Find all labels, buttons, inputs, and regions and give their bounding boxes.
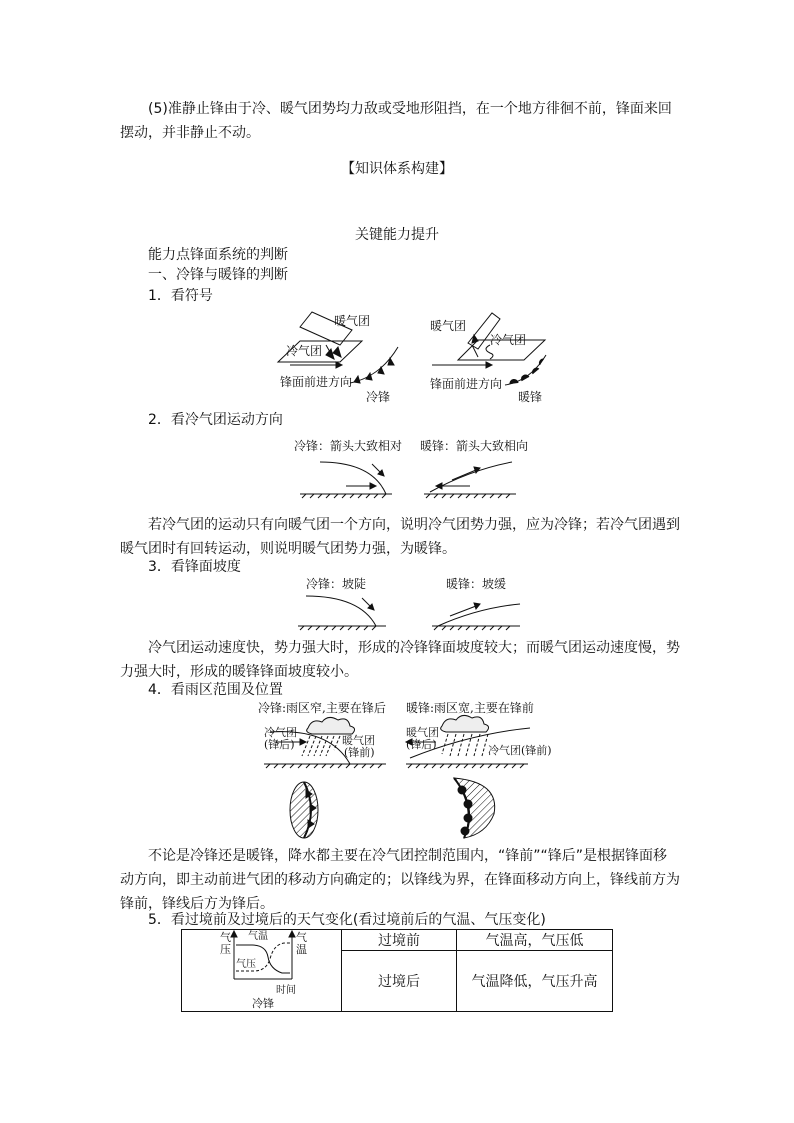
- warm-front-direction-diagram: [424, 462, 516, 498]
- pressure-curve-label: 气压: [236, 959, 256, 970]
- after-label-cell: 过境后: [342, 951, 457, 1012]
- behind-label-right: (锋后): [406, 738, 437, 751]
- paragraph-air-mass-direction: 若冷气团的运动只有向暖气团一个方向，说明冷气团势力强，应为冷锋；若冷气团遇到暖气团时有回转运动，则说明暖气团势力强，为暖锋。: [120, 517, 680, 557]
- cold-front-chart-caption: 冷锋: [252, 997, 274, 1010]
- heading-key-ability: 关键能力提升: [355, 227, 439, 243]
- paragraph-front-slope: 冷气团运动速度快，势力强大时，形成的冷锋锋面坡度较大；而暖气团运动速度慢，势力强大时，形成的暖锋锋面坡度较小。: [120, 640, 680, 680]
- step-2-title: 2．看冷气团运动方向: [148, 412, 283, 428]
- figure-rain-area: [0, 698, 794, 848]
- warm-front-label: 暖锋: [518, 390, 543, 404]
- cold-front-rain-plan: [290, 782, 318, 838]
- cold-mass-label-left: 冷气团: [264, 726, 297, 739]
- cold-mass-ahead-label: 冷气团(锋前): [488, 744, 552, 757]
- paragraph-rain-area: 不论是冷锋还是暖锋，降水都主要在冷气团控制范围内，“锋前”“锋后”是根据锋面移动方向，即主动前进气团的移动方向确定的；以锋线为界，在锋面移动方向上，锋线前方为锋前，锋线后方为锋后。: [120, 848, 680, 912]
- pressure-axis-label-b: 压: [220, 943, 231, 956]
- warm-front-rain-caption: 暖锋:雨区宽,主要在锋前: [406, 701, 534, 715]
- figure-front-slope: [0, 574, 794, 634]
- cold-front-rain-caption: 冷锋:雨区窄,主要在锋后: [258, 701, 386, 715]
- heading-knowledge-system: 【知识体系构建】: [341, 161, 453, 177]
- figure-front-symbols: [0, 305, 794, 405]
- ahead-label-left: (锋前): [344, 746, 375, 759]
- temperature-curve-label: 气温: [248, 931, 268, 942]
- direction-label-left: 锋面前进方向: [280, 375, 353, 389]
- cold-front-slope-diagram: [298, 596, 386, 630]
- step-5-title: 5．看过境前及过境后的天气变化(看过境前后的气温、气压变化): [148, 912, 546, 928]
- figure-air-mass-direction: [0, 436, 794, 506]
- warm-air-label-right: 暖气团: [430, 319, 467, 333]
- step-3-title: 3．看锋面坡度: [148, 559, 241, 575]
- warm-mass-label-right: 暖气团: [406, 726, 439, 739]
- step-4-title: 4．看雨区范围及位置: [148, 682, 283, 698]
- time-axis-label: 时间: [276, 985, 296, 996]
- before-value-cell: 气温高，气压低: [457, 930, 613, 951]
- behind-label-left: (锋后): [264, 738, 295, 751]
- heading-ability-point: 能力点锋面系统的判断: [148, 247, 288, 263]
- warm-air-label-left: 暖气团: [334, 314, 371, 328]
- temperature-axis-label-a: 气: [296, 931, 307, 944]
- temperature-axis-label-b: 温: [296, 943, 307, 956]
- cold-air-label-right: 冷气团: [490, 333, 527, 347]
- step-1-title: 1．看符号: [148, 288, 213, 304]
- cold-front-label: 冷锋: [366, 390, 391, 404]
- after-value-cell: 气温降低，气压升高: [457, 951, 613, 1012]
- before-label-cell: 过境前: [342, 930, 457, 951]
- cold-front-slope-caption: 冷锋：坡陡: [306, 577, 367, 591]
- intro-paragraph: (5)准静止锋由于冷、暖气团势均力敌或受地形阻挡，在一个地方徘徊不前，锋面来回摆动，并非静止不动。: [120, 101, 672, 141]
- direction-label-right: 锋面前进方向: [430, 377, 503, 391]
- warm-mass-label-left: 暖气团: [342, 734, 375, 747]
- cold-air-label-left: 冷气团: [286, 344, 323, 358]
- warm-front-rain-plan: [454, 778, 495, 838]
- pressure-axis-label-a: 气: [220, 931, 231, 944]
- warm-front-slope-caption: 暖锋：坡缓: [446, 577, 507, 591]
- cold-front-weather-chart: [182, 929, 342, 1012]
- weather-change-table: [341, 929, 613, 1012]
- heading-section-1: 一、冷锋与暖锋的判断: [148, 267, 288, 283]
- warm-front-slope-diagram: [432, 603, 520, 630]
- cold-front-direction-diagram: [300, 462, 392, 498]
- cold-front-direction-caption: 冷锋：箭头大致相对: [294, 439, 403, 453]
- warm-front-direction-caption: 暖锋：箭头大致相向: [420, 439, 529, 453]
